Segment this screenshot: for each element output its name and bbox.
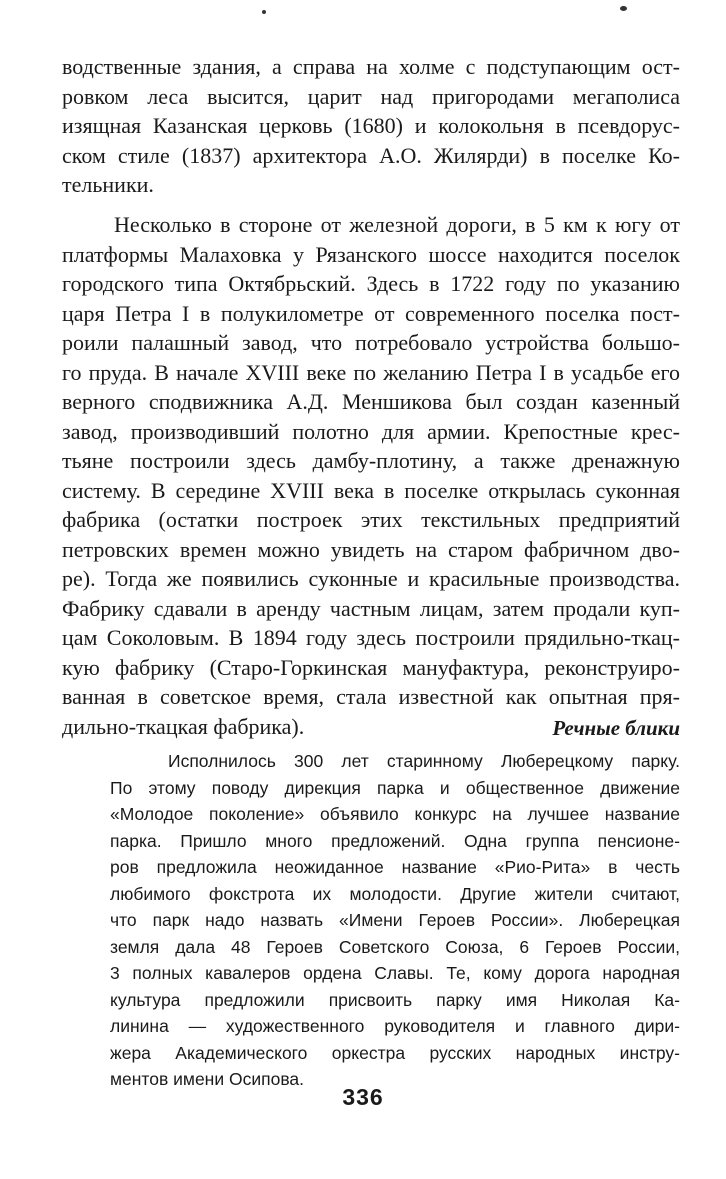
sidebar-line: Исполнилось 300 лет старинному Люберецкому парку. — [168, 751, 680, 771]
page-number: 336 — [342, 1084, 384, 1110]
text-line: роили палашный завод, что потребовало устройства большо- — [62, 330, 680, 355]
text-line: систему. В середине XVIII века в поселке открылась суконная — [62, 477, 680, 503]
text-line: го пруда. В начале XVIII веке по желанию Петра I в усадьбе его — [62, 359, 680, 385]
paragraph-oktyabrsky — [62, 210, 680, 741]
sidebar-line: 3 полных кавалеров ордена Славы. Те, кому дорога народная — [110, 963, 680, 983]
text-line: платформы Малаховка у Рязанского шоссе находится поселок — [62, 241, 680, 267]
text-line: Несколько в стороне от железной дороги, в 5 км к югу от — [114, 212, 680, 237]
sidebar-line: парка. Пришло много предложений. Одна группа пенсионе- — [110, 830, 680, 851]
sidebar-heading: Речные блики — [552, 716, 680, 740]
sidebar-line: любимого фокстрота их молодости. Другие жители считают, — [110, 883, 680, 904]
text-line: фабрика (остатки построек этих текстильных предприятий — [62, 507, 680, 532]
text-line: тьяне построили здесь дамбу-плотину, а также дренажную — [62, 448, 680, 473]
text-line: ском стиле (1837) архитектора А.О. Жилярди) в поселке Ко- — [62, 142, 680, 168]
text-line: ровком леса высится, царит над пригородами мегаполиса — [62, 83, 680, 109]
sidebar-line: жера Академического оркестра русских народных инстру- — [110, 1042, 680, 1063]
sidebar-line: По этому поводу дирекция парка и общественное движение — [110, 777, 680, 798]
sidebar-line: линина — художественного руководителя и главного дири- — [110, 1016, 680, 1036]
text-line: тельники. — [62, 172, 154, 197]
text-line: ванная в советское время, стала известной как опытная пря- — [62, 684, 680, 709]
text-line: петровских времен можно увидеть на старом фабричном дво- — [62, 536, 680, 562]
text-line: водственные здания, а справа на холме с подступающим ост- — [62, 54, 680, 79]
text-line: городского типа Октябрьский. Здесь в 1722 году по указанию — [62, 271, 680, 296]
sidebar-line: «Молодое поколение» объявило конкурс на лучшее название — [110, 804, 680, 824]
text-line: цам Соколовым. В 1894 году здесь построили прядильно-ткац- — [62, 625, 680, 650]
paragraph-continuation — [62, 52, 680, 200]
sidebar-line: культура предложили присвоить парку имя Николая Ка- — [110, 989, 680, 1010]
text-line: царя Петра I в полукилометре от современного поселка пост- — [62, 300, 680, 326]
text-line: Фабрику сдавали в аренду частным лицам, затем продали куп- — [62, 595, 680, 621]
print-speck — [262, 10, 266, 14]
print-speck — [620, 6, 627, 11]
text-line: ре). Тогда же появились суконные и красильные производства. — [62, 566, 680, 591]
sidebar-line: земля дала 48 Героев Советского Союза, 6 Героев России, — [110, 936, 680, 957]
sidebar-line: ров предложила неожиданное название «Рио-Рита» в честь — [110, 857, 680, 877]
text-line: завод, производивший полотно для армии. Крепостные крес- — [62, 418, 680, 444]
text-line: верного сподвижника А.Д. Меншикова был создан казенный — [62, 389, 680, 414]
sidebar-text — [110, 748, 680, 1093]
sidebar-line: ментов имени Осипова. — [110, 1069, 305, 1089]
sidebar-line: что парк надо назвать «Имени Героев России». Люберецкая — [110, 910, 680, 930]
text-line: кую фабрику (Старо-Горкинская мануфактура, реконструиро- — [62, 654, 680, 680]
text-line: дильно-ткацкая фабрика). — [62, 713, 305, 739]
text-line: изящная Казанская церковь (1680) и колокольня в псевдорус- — [62, 113, 680, 138]
